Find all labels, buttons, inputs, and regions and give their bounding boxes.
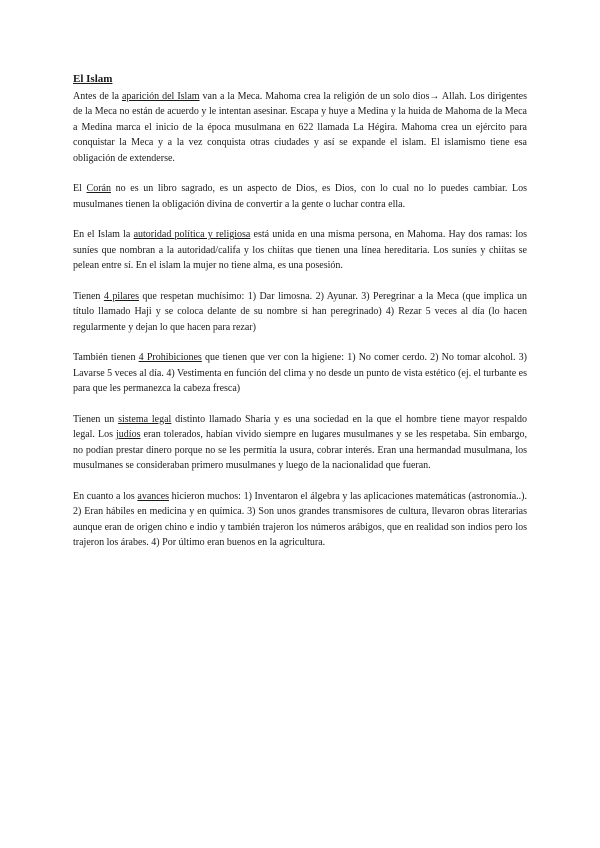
underlined-term: autoridad política y religiosa <box>133 229 251 241</box>
text-run: hicieron muchos: 1) Inventaron el álgebra y las aplicaciones matemáticas (astronomía..). 2) Eran hábiles en medicina y en química. 3) Son unos grandes transmisores de cultura, llevaron obras literarias aunque eran de origen chino e indio y también trajeron los números arábigos, que en realidad son indios pero los trajeron los árabes. 4) Por último eran buenos en la agricultura. <box>73 490 527 549</box>
underlined-term: aparición del Islam <box>121 90 200 102</box>
text-run: También tienen <box>73 352 139 364</box>
text-run: distinto llamado Sharia y es una sociedad en la que el hombre tiene mayor respaldo legal. Los <box>73 413 527 441</box>
underlined-term: Corán <box>86 183 111 195</box>
paragraph-authority <box>73 227 527 274</box>
text-run: que respetan muchísimo: 1) Dar limosna. 2) Ayunar. 3) Peregrinar a la Meca (que implica un título llamado Haji y se coloca delante de su nombre si han peregrinado) 4) Rezar 5 veces al día (lo hacen regularmente y dejan lo que hacen para rezar) <box>73 290 528 333</box>
paragraph-advances <box>73 489 527 551</box>
paragraph-legal-system <box>73 412 527 474</box>
underlined-term: sistema legal <box>118 413 172 425</box>
text-run: El <box>73 183 87 195</box>
underlined-term: 4 pilares <box>103 290 139 302</box>
paragraph-prohibitions <box>73 350 527 397</box>
text-run: Antes de la <box>73 90 122 102</box>
text-run: no es un libro sagrado, es un aspecto de Dios, es Dios, con lo cual no lo puedes cambiar. Los musulmanes tienen la obligación divina de convertir a la gente o luchar contra ella. <box>73 183 527 210</box>
underlined-term: avances <box>137 490 170 502</box>
paragraph-origins <box>73 89 527 167</box>
text-run: que tienen que ver con la higiene: 1) No comer cerdo. 2) No tomar alcohol. 3) Lavarse 5 veces al día. 4) Vestimenta en función del clima y no desde un punto de vista estético (ej. el turbante es para que les permanezca la cabeza fresca) <box>73 352 528 395</box>
underlined-term: judíos <box>116 429 141 441</box>
document-title: El Islam <box>73 73 113 85</box>
paragraph-pillars <box>73 289 527 336</box>
paragraph-coran <box>73 181 527 212</box>
text-run: eran tolerados, habían vivido siempre en lugares musulmanes y se les respetaba. Sin embargo, no podían prestar dinero porque no se les permitía la usura, cobrar interés. Eran una hermandad musulmana, los musulmanes se consideraban primero musulmanes y luego de la nacionalidad que fueran. <box>73 429 527 472</box>
text-run: Tienen un <box>73 413 119 425</box>
text-run: está unida en una misma persona, en Mahoma. Hay dos ramas: los suníes que nombran a la autoridad/califa y los chiítas que tienen una línea hereditaria. Los suníes y chiítas se pelean entre sí. En el islam la mujer no tiene alma, es una posesión. <box>73 229 528 272</box>
text-run: Tienen <box>73 290 104 302</box>
text-run: En cuanto a los <box>73 490 138 502</box>
underlined-term: 4 Prohibiciones <box>138 352 202 364</box>
text-run: En el Islam la <box>73 229 134 241</box>
text-run: van a la Meca. Mahoma crea la religión de un solo dios→ Allah. Los dirigentes de la Meca no están de acuerdo y le intentan asesinar. Escapa y huye a Medina y la huida de Mahoma de la Meca a Medina marca el inicio de la época musulmana en 622 llamada La Hégira. Mahoma crea un ejército para conquistar la Meca y a la vez conquista otras ciudades y así se expande el islam. El islamismo tiene esa obligación de extenderse. <box>73 90 527 164</box>
